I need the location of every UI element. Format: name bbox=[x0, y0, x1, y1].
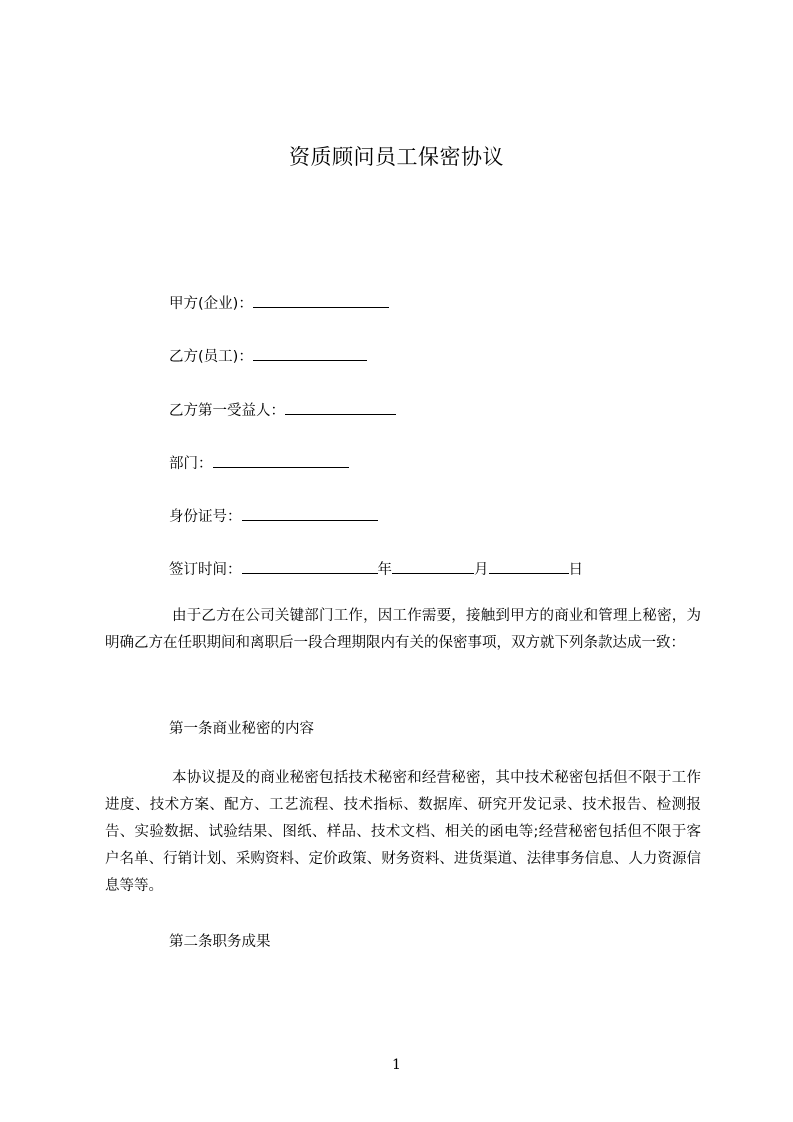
article-1-heading: 第一条商业秘密的内容 bbox=[169, 721, 314, 737]
id-number-field bbox=[169, 505, 378, 527]
party-b-label: 乙方(员工)： bbox=[169, 349, 253, 365]
year-label: 年 bbox=[377, 562, 392, 578]
intro-paragraph: 由于乙方在公司关键部门工作，因工作需要，接触到甲方的商业和管理上秘密，为明确乙方在任职期间和离职后一段合理期限内有关的保密事项，双方就下列条款达成一致： bbox=[105, 608, 701, 651]
party-b-blank bbox=[253, 345, 367, 361]
day-label: 日 bbox=[568, 562, 583, 578]
month-label: 月 bbox=[474, 562, 489, 578]
id-number-label: 身份证号： bbox=[169, 509, 242, 525]
sign-month-blank bbox=[392, 558, 474, 574]
party-a-blank bbox=[253, 292, 389, 308]
party-b-field bbox=[169, 345, 367, 367]
sign-year-blank bbox=[242, 558, 378, 574]
sign-time-field bbox=[169, 558, 583, 580]
article-2-heading: 第二条职务成果 bbox=[169, 934, 271, 950]
department-blank bbox=[213, 452, 349, 468]
beneficiary-field bbox=[169, 399, 396, 421]
sign-time-label: 签订时间： bbox=[169, 562, 242, 578]
page-number: 1 bbox=[392, 1057, 401, 1073]
beneficiary-label: 乙方第一受益人： bbox=[169, 403, 285, 419]
document-title: 资质顾问员工保密协议 bbox=[289, 145, 504, 169]
party-a-field bbox=[169, 292, 389, 314]
department-label: 部门： bbox=[169, 456, 213, 472]
id-number-blank bbox=[242, 505, 378, 521]
article-1-body: 本协议提及的商业秘密包括技术秘密和经营秘密，其中技术秘密包括但不限于工作进度、技术方案、配方、工艺流程、技术指标、数据库、研究开发记录、技术报告、检测报告、实验数据、试验结果、图纸、样品、技术文档、相关的函电等;经营秘密包括但不限于客户名单、行销计划、采购资料、定价政策、财务资料、进货渠道、法律事务信息、人力资源信息等等。 bbox=[105, 770, 701, 894]
sign-day-blank bbox=[489, 558, 569, 574]
department-field bbox=[169, 452, 349, 474]
party-a-label: 甲方(企业)： bbox=[169, 296, 253, 312]
beneficiary-blank bbox=[285, 399, 396, 415]
